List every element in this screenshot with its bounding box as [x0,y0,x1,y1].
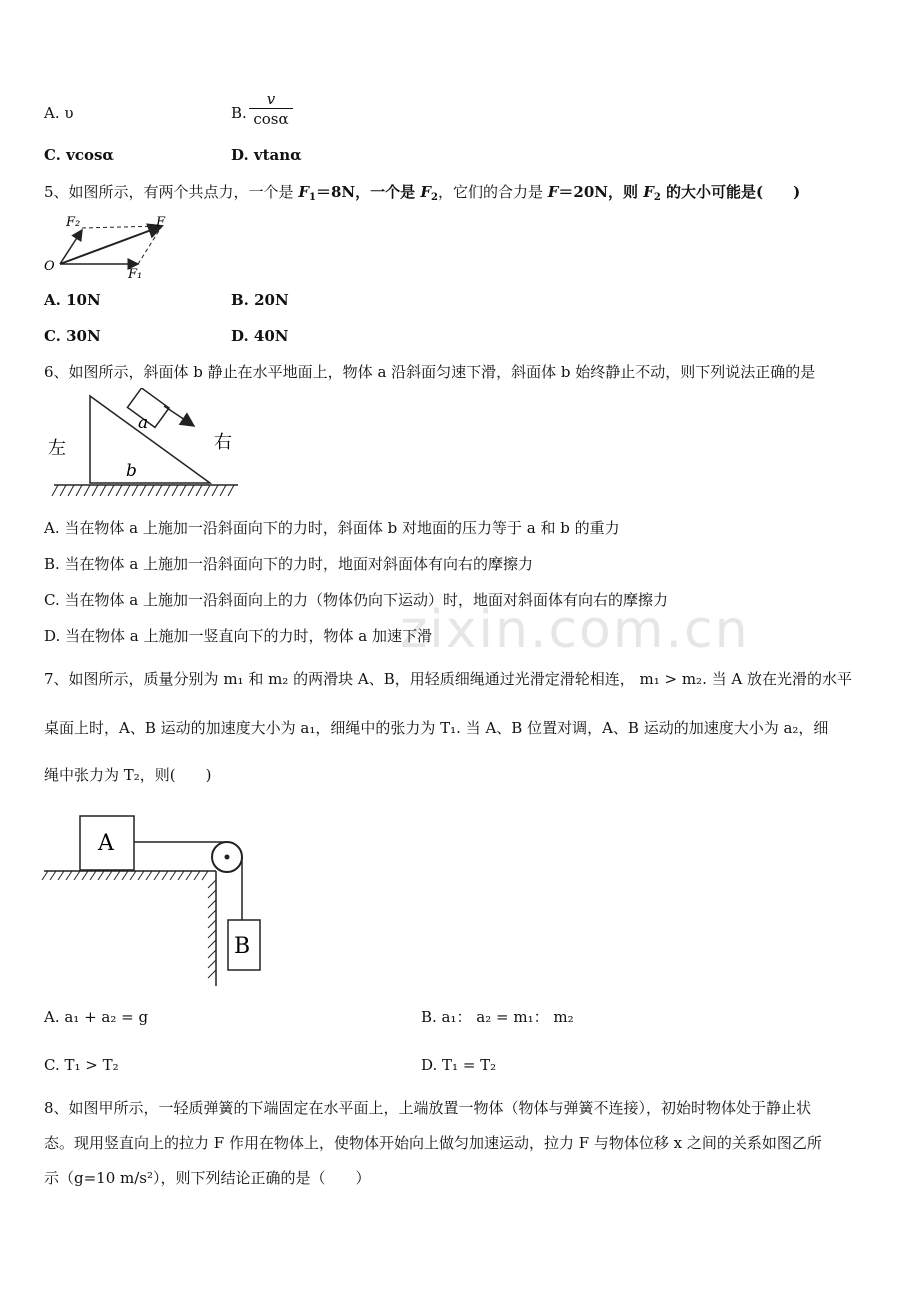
q6-option-c[interactable]: C. 当在物体 a 上施加一沿斜面向上的力（物体仍向下运动）时，地面对斜面体有向右的摩擦力 [44,591,668,609]
q5-f2: F [420,183,431,201]
fraction-denominator: cosα [249,108,293,129]
q6-option-a[interactable]: A. 当在物体 a 上施加一沿斜面向下的力时，斜面体 b 对地面的压力等于 a 和 b 的重力 [44,519,620,537]
q5-option-d[interactable]: D. 40N [231,327,289,345]
q7-pulley-diagram [40,808,280,990]
q6-option-d[interactable]: D. 当在物体 a 上施加一竖直向下的力时，物体 a 加速下滑 [44,627,432,645]
dashed-line-right [138,226,162,264]
q5-force-diagram [40,210,180,282]
q6-option-b[interactable]: B. 当在物体 a 上施加一沿斜面向下的力时，地面对斜面体有向右的摩擦力 [44,555,534,573]
q5-f1-sub: 1 [308,192,316,203]
block-a [127,388,169,427]
label-f1: F₁ [128,267,143,282]
q5-option-b[interactable]: B. 20N [231,291,289,309]
label-block-b: B [234,934,251,959]
label-b: b [126,461,137,481]
label-o: O [44,259,55,274]
label-f: F [156,215,166,230]
q8-question-line-2: 态。现用竖直向上的拉力 F 作用在物体上，使物体开始向上做匀加速运动，拉力 F 与物体位移 x 之间的关系如图乙所 [44,1134,822,1152]
q5-text-2: ＝8N，一个是 [315,183,421,201]
q7-question-line-2: 桌面上时，A、B 运动的加速度大小为 a₁，细绳中的张力为 T₁. 当 A、B 位置对调，A、B 运动的加速度大小为 a₂，细 [44,719,829,737]
q5-f1: F [298,183,309,201]
q5-option-c[interactable]: C. 30N [44,327,101,345]
q6-incline-diagram [40,388,245,508]
q4-option-d[interactable]: D. vtanα [231,146,302,164]
q7-option-c[interactable]: C. T₁ > T₂ [44,1056,119,1074]
q5-question [44,182,800,208]
q4-option-a[interactable]: A. υ [44,104,74,122]
label-right: 右 [214,432,232,453]
q8-question-line-3: 示（g=10 m/s²），则下列结论正确的是（ ） [44,1169,371,1187]
q5-f: F [547,183,559,201]
motion-arrow [164,406,194,426]
q7-option-a[interactable]: A. a₁ + a₂ = g [44,1008,149,1026]
q7-option-b[interactable]: B. a₁： a₂ = m₁： m₂ [421,1008,574,1026]
ground-hatching [52,485,234,496]
q5-f2b-sub: 2 [653,192,661,203]
q5-text-1: 5、如图所示，有两个共点力，一个是 [44,183,299,201]
q5-text-5: 的大小可能是( ) [660,183,801,201]
q4-option-b-label[interactable]: B. [231,104,247,122]
table-hatching [42,871,216,978]
q7-question-line-1: 7、如图所示，质量分别为 m₁ 和 m₂ 的两滑块 A、B，用轻质细绳通过光滑定滑轮相连， m₁ > m₂. 当 A 放在光滑的水平 [44,670,852,688]
q4-option-c[interactable]: C. vcosα [44,146,114,164]
label-f2: F₂ [66,215,81,230]
f-resultant-vector [60,226,162,264]
q6-question: 6、如图所示，斜面体 b 静止在水平地面上，物体 a 沿斜面匀速下滑，斜面体 b 始终静止不动，则下列说法正确的是 [44,363,816,381]
label-left: 左 [48,438,66,459]
q5-text-4: ＝20N，则 [558,183,644,201]
q5-text-3: ，它们的合力是 [437,183,548,201]
pulley-axle [225,855,230,860]
q7-question-line-3: 绳中张力为 T₂，则( ) [44,766,212,784]
watermark: zixin.com.cn [400,600,750,660]
q5-f2b: F [643,183,654,201]
q8-question-line-1: 8、如图甲所示，一轻质弹簧的下端固定在水平面上，上端放置一物体（物体与弹簧不连接），初始时物体处于静止状 [44,1099,812,1117]
label-block-a: A [98,831,114,856]
label-a: a [138,413,149,433]
q5-f2-sub: 2 [430,192,438,203]
q5-option-a[interactable]: A. 10N [44,291,101,309]
q4-option-b-fraction [249,90,293,129]
fraction-numerator: v [266,90,276,108]
dashed-line-top [82,226,162,228]
q7-option-d[interactable]: D. T₁ = T₂ [421,1056,497,1074]
